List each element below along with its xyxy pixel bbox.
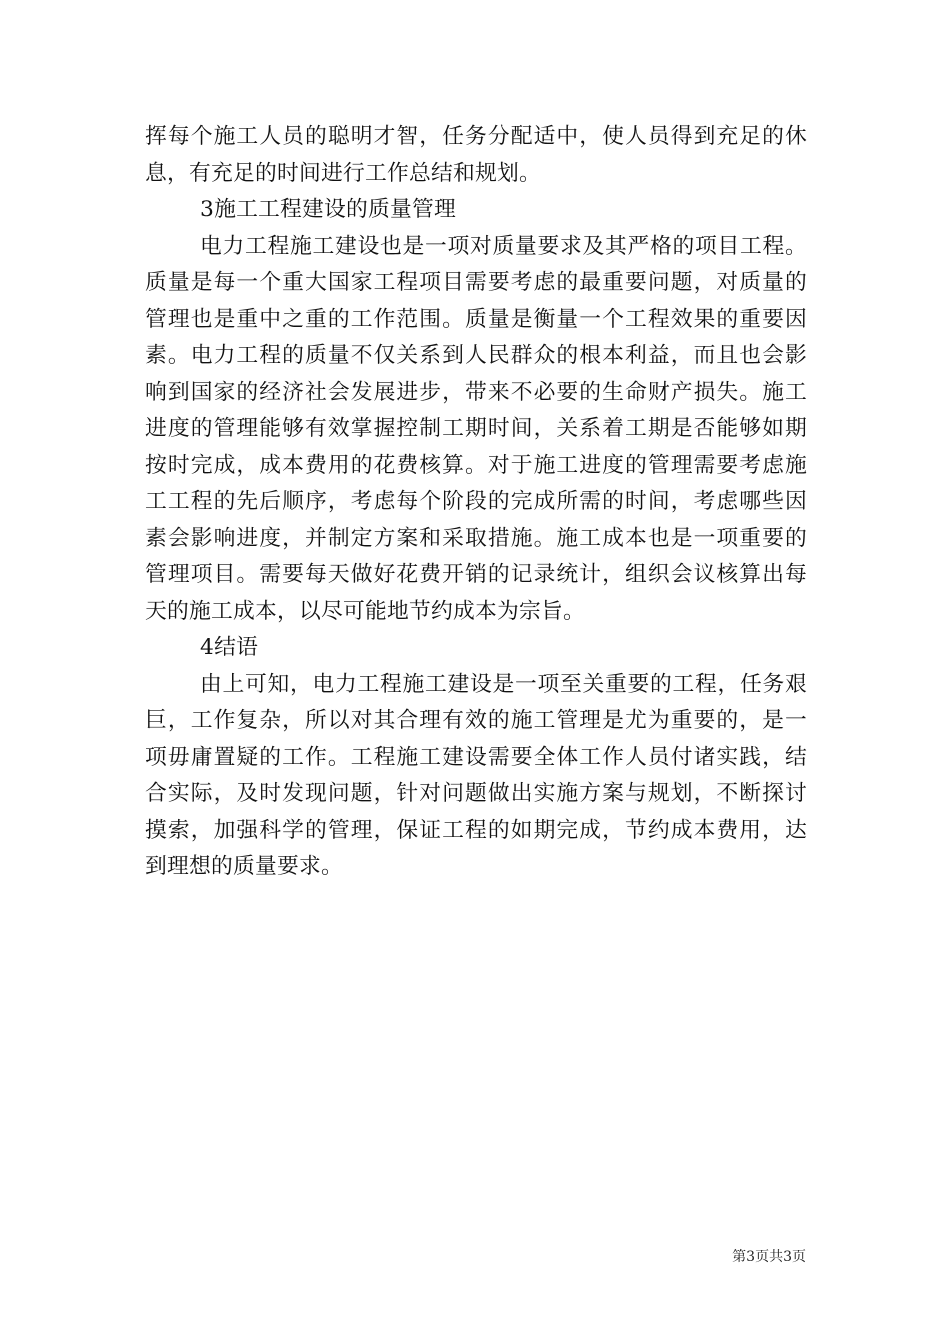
paragraph-line: 项毋庸置疑的工作。工程施工建设需要全体工作人员付诸实践，结 — [145, 744, 807, 770]
paragraph-line: 响到国家的经济社会发展进步，带来不必要的生命财产损失。施工 — [145, 379, 807, 405]
paragraph-line: 息，有充足的时间进行工作总结和规划。 — [145, 160, 541, 186]
paragraph-line: 管理项目。需要每天做好花费开销的记录统计，组织会议核算出每 — [145, 562, 807, 587]
paragraph-line: 巨，工作复杂，所以对其合理有效的施工管理是尤为重要的，是一 — [145, 708, 807, 733]
page-number: 第3页共3页 — [732, 1249, 806, 1265]
paragraph-line: 管理也是重中之重的工作范围。质量是衡量一个工程效果的重要因 — [145, 306, 807, 332]
paragraph-line: 摸索，加强科学的管理，保证工程的如期完成，节约成本费用，达 — [145, 817, 807, 843]
paragraph-line: 合实际，及时发现问题，针对问题做出实施方案与规划，不断探讨 — [145, 781, 807, 806]
section-heading: 4结语 — [200, 635, 259, 660]
paragraph-line: 素会影响进度，并制定方案和采取措施。施工成本也是一项重要的 — [145, 525, 807, 551]
document-body — [145, 119, 807, 886]
paragraph-line: 素。电力工程的质量不仅关系到人民群众的根本利益，而且也会影 — [145, 343, 807, 368]
paragraph-line: 天的施工成本，以尽可能地节约成本为宗旨。 — [145, 598, 585, 624]
paragraph-line: 电力工程施工建设也是一项对质量要求及其严格的项目工程。 — [200, 233, 807, 259]
paragraph-line: 进度的管理能够有效掌握控制工期时间，关系着工期是否能够如期 — [145, 416, 807, 441]
paragraph-line: 到理想的质量要求。 — [145, 854, 343, 879]
paragraph-line: 按时完成，成本费用的花费核算。对于施工进度的管理需要考虑施 — [145, 452, 807, 478]
section-heading: 3施工工程建设的质量管理 — [200, 197, 457, 222]
paragraph-line: 质量是每一个重大国家工程项目需要考虑的最重要问题，对质量的 — [145, 270, 807, 295]
paragraph-line: 由上可知，电力工程施工建设是一项至关重要的工程，任务艰 — [200, 671, 807, 697]
paragraph-line: 挥每个施工人员的聪明才智，任务分配适中，使人员得到充足的休 — [145, 124, 807, 149]
paragraph-line: 工工程的先后顺序，考虑每个阶段的完成所需的时间，考虑哪些因 — [145, 489, 807, 514]
